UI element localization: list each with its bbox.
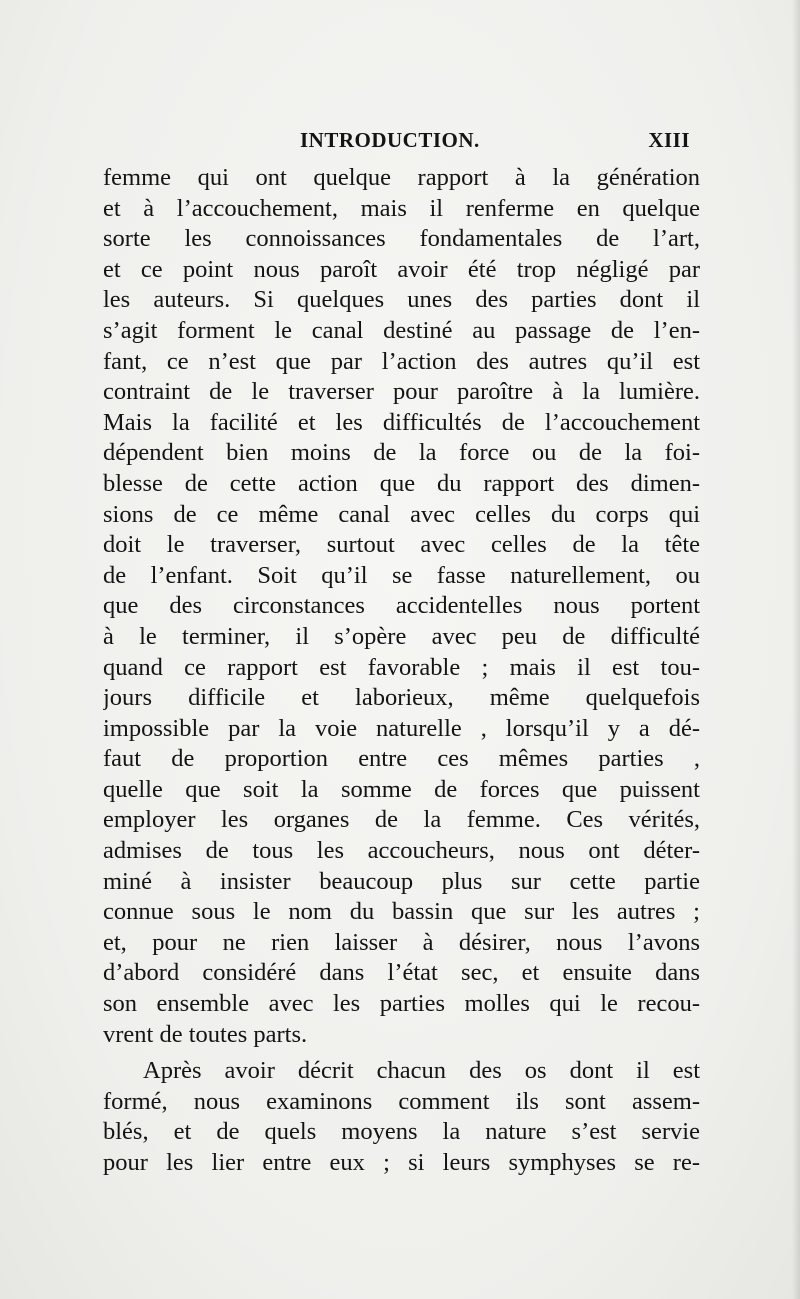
text-line: son ensemble avec les parties molles qui le recou- xyxy=(103,990,700,1018)
text-line: de l’enfant. Soit qu’il se fasse naturellement, ou xyxy=(103,561,700,589)
running-head-title: INTRODUCTION. xyxy=(300,128,480,152)
paragraph-1 xyxy=(103,163,700,1050)
text-line: employer les organes de la femme. Ces vérités, xyxy=(103,806,700,834)
text-line: impossible par la voie naturelle , lorsqu’il y a dé- xyxy=(103,714,700,742)
text-line: s’agit forment le canal destiné au passage de l’en- xyxy=(103,316,700,344)
text-line: blesse de cette action que du rapport des dimen- xyxy=(103,469,700,497)
text-line: d’abord considéré dans l’état sec, et ensuite dans xyxy=(103,959,700,987)
text-line: vrent de toutes parts. xyxy=(103,1020,308,1048)
text-line: admises de tous les accoucheurs, nous ont déter- xyxy=(103,837,700,865)
text-line: et, pour ne rien laisser à désirer, nous l’avons xyxy=(103,928,700,956)
text-line: formé, nous examinons comment ils sont assem- xyxy=(103,1087,700,1115)
body-text xyxy=(103,163,700,1179)
text-line: jours difficile et laborieux, même quelquefois xyxy=(103,684,700,712)
text-line: fant, ce n’est que par l’action des autres qu’il est xyxy=(103,347,700,375)
page-number: XIII xyxy=(648,128,690,152)
running-head xyxy=(300,128,690,158)
text-line: Mais la facilité et les difficultés de l’accouchement xyxy=(103,408,700,436)
text-line: et à l’accouchement, mais il renferme en quelque xyxy=(103,194,700,222)
page-edge-shadow xyxy=(792,0,800,1299)
text-line: que des circonstances accidentelles nous portent xyxy=(103,592,700,620)
text-line: contraint de le traverser pour paroître à la lumière. xyxy=(103,378,700,406)
text-line: faut de proportion entre ces mêmes parties , xyxy=(103,745,700,773)
text-line: et ce point nous paroît avoir été trop négligé par xyxy=(103,255,700,283)
text-line: quand ce rapport est favorable ; mais il est tou- xyxy=(103,653,700,681)
text-line: pour les lier entre eux ; si leurs symphyses se re- xyxy=(103,1149,700,1176)
text-line: à le terminer, il s’opère avec peu de difficulté xyxy=(103,622,700,650)
text-line: miné à insister beaucoup plus sur cette partie xyxy=(103,867,700,895)
text-line: connue sous le nom du bassin que sur les autres ; xyxy=(103,898,700,926)
text-line: Après avoir décrit chacun des os dont il est xyxy=(143,1057,700,1085)
text-line: sorte les connoissances fondamentales de l’art, xyxy=(103,225,700,253)
text-line: doit le traverser, surtout avec celles de la tête xyxy=(103,531,700,559)
text-line: femme qui ont quelque rapport à la génération xyxy=(103,164,700,191)
text-line: sions de ce même canal avec celles du corps qui xyxy=(103,500,700,528)
text-line: les auteurs. Si quelques unes des parties dont il xyxy=(103,286,700,314)
paragraph-2 xyxy=(103,1056,700,1178)
text-line: dépendent bien moins de la force ou de la foi- xyxy=(103,439,700,467)
text-line: blés, et de quels moyens la nature s’est servie xyxy=(103,1118,700,1146)
text-line: quelle que soit la somme de forces que puissent xyxy=(103,775,700,803)
